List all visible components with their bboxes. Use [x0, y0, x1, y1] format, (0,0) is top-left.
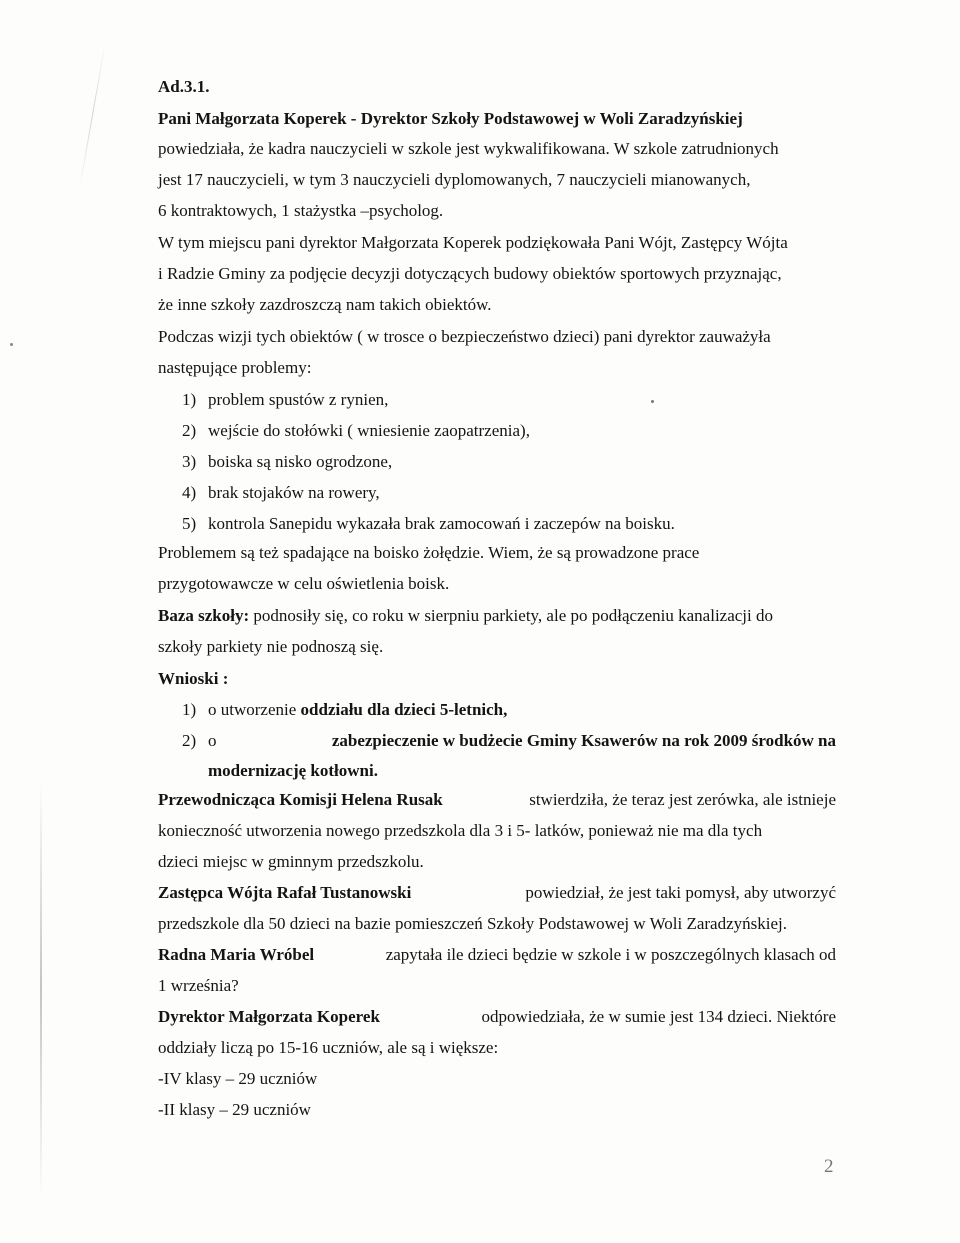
scan-artifact: [40, 780, 42, 1200]
paragraph-line: -II klasy – 29 uczniów: [158, 1100, 311, 1119]
speaker-name: Radna Maria Wróbel: [158, 945, 315, 964]
paragraph-line: W tym miejscu pani dyrektor Małgorzata Koperek podziękowała Pani Wójt, Zastępcy Wójta: [158, 233, 788, 252]
speaker-name: Zastępca Wójta Rafał Tustanowski: [158, 883, 412, 902]
conclusions-title: Wnioski :: [158, 669, 229, 688]
section-heading: Ad.3.1.: [158, 77, 210, 96]
document-page: Ad.3.1. Pani Małgorzata Koperek - Dyrektor Szkoły Podstawowej w Woli Zaradzyńskiej powiedziała, że kadra nauczycieli w szkole jest wykwalifikowana. W szkole zatrudnionych jest 17 nauczycieli, w tym 3 nauczycieli dyplomowanych, 7 nauczycieli mianowanych, 6 kontraktowych, 1 stażystka –psycholog. W tym miejscu pani dyrektor Małgorzata Koperek podziękowała Pani Wójt, Zastępcy Wójta i Radzie Gminy za podjęcie decyzji dotyczących budowy obiektów sportowych przyznając, że inne szkoły zazdroszczą nam takich obiektów. Podczas wizji tych obiektów ( w trosce o bezpieczeństwo dzieci) pani dyrektor zauważyła następujące problemy: 1) problem spustów z rynien, 2) wejście do stołówki ( wniesienie zaopatrzenia), 3) boiska są nisko ogrodzone, 4) brak stojaków na rowery, 5) kontrola Sanepidu wykazała brak zamocowań i zaczepów na boisku. Problemem są też spadające na boisko żołędzie. Wiem, że są prowadzone prace przygotowawcze w celu oświetlenia boisk. Baza szkoły: podnosiły się, co roku w sierpniu parkiety, ale po podłączeniu kanalizacji do szkoły parkiety nie podnoszą się. Wnioski : 1) o utworzenie oddziału dla dzieci 5-letnich, 2) o zabezpieczenie w budżecie Gminy Ksawerów na rok 2009 środków na modernizację kotłowni. Przewodnicząca Komisji Helena Rusak stwierdziła, że teraz jest zerówka, ale istnieje konieczność utworzenia nowego przedszkola dla 3 i 5- latków, ponieważ nie ma dla tych dzieci miejsc w gminnym przedszkolu. Zastępca Wójta Rafał Tustanowski powiedział, że jest taki pomysł, aby utworzyć przedszkole dla 50 dzieci na bazie pomieszczeń Szkoły Podstawowej w Woli Zaradzyńskiej. Radna Maria Wróbel zapytała ile dzieci będzie w szkole i w poszczególnych klasach od 1 września? Dyrektor Małgorzata Koperek odpowiedziała, że w sumie jest 134 dzieci. Niektóre oddziały liczą po 15-16 uczniów, ale są i większe: -IV klasy – 29 uczniów -II klasy – 29 uczniów 2: [0, 0, 960, 1243]
scan-artifact: [651, 400, 654, 403]
page-number: 2: [824, 1156, 834, 1177]
paragraph-line: konieczność utworzenia nowego przedszkola dla 3 i 5- latków, ponieważ nie ma dla tych: [158, 821, 763, 840]
paragraph-line: Problemem są też spadające na boisko żołędzie. Wiem, że są prowadzone prace: [158, 543, 700, 562]
paragraph-line: przygotowawcze w celu oświetlenia boisk.: [158, 574, 450, 593]
paragraph-line: powiedział, że jest taki pomysł, aby utworzyć: [525, 883, 836, 902]
scan-artifact: [79, 41, 106, 189]
paragraph-line: że inne szkoły zazdroszczą nam takich obiektów.: [158, 295, 492, 314]
scan-artifact: [10, 343, 13, 346]
paragraph-line: zapytała ile dzieci będzie w szkole i w poszczególnych klasach od: [385, 945, 836, 964]
paragraph-line: oddziały liczą po 15-16 uczniów, ale są i większe:: [158, 1038, 499, 1057]
paragraph-line: podnosiły się, co roku w sierpniu parkiety, ale po podłączeniu kanalizacji do: [253, 606, 773, 625]
list-item-continuation: modernizację kotłowni.: [208, 761, 378, 780]
paragraph-line: -IV klasy – 29 uczniów: [158, 1069, 318, 1088]
paragraph-line: Podczas wizji tych obiektów ( w trosce o bezpieczeństwo dzieci) pani dyrektor zauważyła: [158, 327, 771, 346]
paragraph-line: szkoły parkiety nie podnoszą się.: [158, 637, 384, 656]
paragraph-line: powiedziała, że kadra nauczycieli w szkole jest wykwalifikowana. W szkole zatrudnionych: [158, 139, 779, 158]
paragraph-line: przedszkole dla 50 dzieci na bazie pomieszczeń Szkoły Podstawowej w Woli Zaradzyńskiej.: [158, 914, 787, 933]
speaker-name: Przewodnicząca Komisji Helena Rusak: [158, 790, 443, 809]
paragraph-line: następujące problemy:: [158, 358, 312, 377]
speaker-name: Pani Małgorzata Koperek - Dyrektor Szkoły Podstawowej w Woli Zaradzyńskiej: [158, 109, 743, 128]
speaker-name: Dyrektor Małgorzata Koperek: [158, 1007, 380, 1026]
paragraph-line: i Radzie Gminy za podjęcie decyzji dotyczących budowy obiektów sportowych przyznając,: [158, 264, 782, 283]
paragraph-line: stwierdziła, że teraz jest zerówka, ale istnieje: [529, 790, 836, 809]
paragraph-line: 6 kontraktowych, 1 stażystka –psycholog.: [158, 201, 444, 220]
section-label: Baza szkoły:: [158, 606, 250, 625]
paragraph-line: jest 17 nauczycieli, w tym 3 nauczycieli dyplomowanych, 7 nauczycieli mianowanych,: [158, 170, 751, 189]
paragraph-line: odpowiedziała, że w sumie jest 134 dzieci. Niektóre: [481, 1007, 836, 1026]
paragraph-line: dzieci miejsc w gminnym przedszkolu.: [158, 852, 424, 871]
paragraph-line: 1 września?: [158, 976, 239, 995]
